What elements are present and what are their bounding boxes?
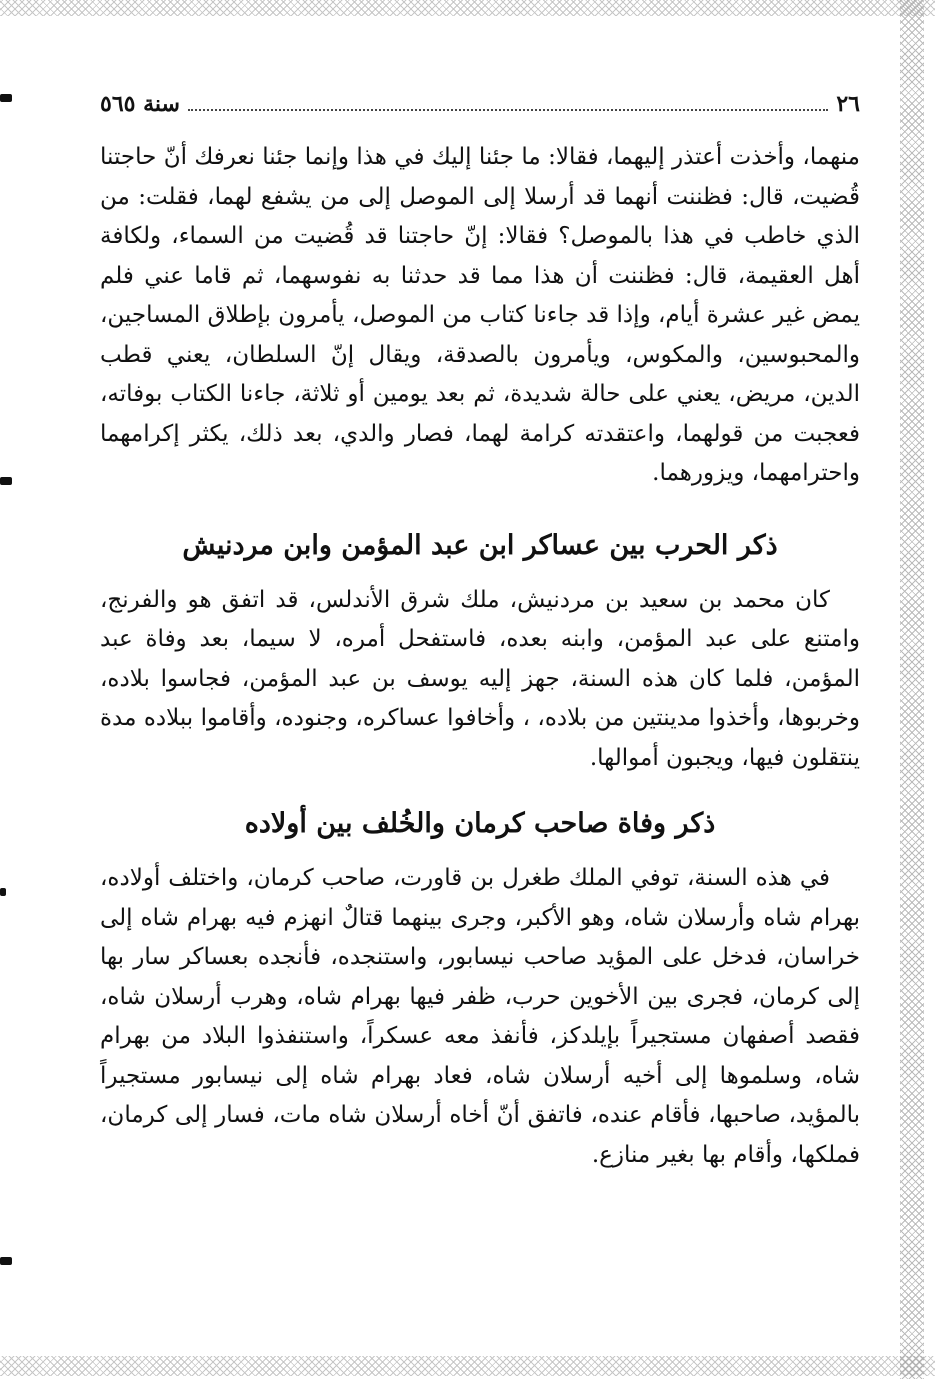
header-dotted-leader (188, 97, 828, 111)
intro-paragraph: منهما، وأخذت أعتذر إليهما، فقالا: ما جئنا إليك في هذا وإنما جئنا نعرفك أنّ حاجتنا قُضيت، قال: فظننت أنهما قد أرسلا إلى الموصل إلى من يشفع لهما، فقلت: من الذي خاطب في هذا بالموصل؟ فقالا: إنّ حاجتنا قد قُضيت من السماء، ولكافة أهل العقيمة، قال: فظننت أن هذا مما قد حدثنا به نفوسهما، ثم قاما عني فلم يمض غير عشرة أيام، وإذا قد جاءنا كتاب من الموصل، يأمرون بإطلاق المساجين، والمحبوسين، والمكوس، ويأمرون بالصدقة، ويقال إنّ السلطان، يعني قطب الدين، مريض، يعني على حالة شديدة، ثم بعد يومين أو ثلاثة، جاءنا الكتاب بوفاته، فعجبت من قولهما، واعتقدته كرامة لهما، فصار والدي، بعد ذلك، يكثر إكرامهما واحترامهما، ويزورهما. (100, 144, 861, 486)
margin-mark (0, 888, 6, 896)
margin-mark (0, 94, 12, 102)
section-text-war: كان محمد بن سعيد بن مردنيش، ملك شرق الأندلس، قد اتفق هو والفرنج، وامتنع على عبد المؤمن، وابنه بعده، فاستفحل أمره، لا سيما، بعد وفاة عبد المؤمن، فلما كان هذه السنة، جهز إليه يوسف بن عبد المؤمن، فجاسوا بلاده، وخربوها، وأخذوا مدينتين من بلاده، ، وأخافوا عساكره، وجنوده، وأقاموا ببلاده مدة ينتقلون فيها، ويجبون أموالها. (100, 586, 860, 771)
bottom-ornament-border (0, 1356, 935, 1376)
right-ornament-border (900, 0, 924, 1379)
section-text-kerman: في هذه السنة، توفي الملك طغرل بن قاورت، صاحب كرمان، واختلف أولاده، بهرام شاه وأرسلان شاه، وهو الأكبر، وجرى بينهما قتالٌ انهزم فيه بهرام شاه إلى خراسان، فدخل على المؤيد صاحب نيسابور، واستنجده، فأنجده بعساكر سار بها إلى كرمان، فجرى بين الأخوين حرب، ظفر فيها بهرام شاه، وهرب أرسلان شاه، فقصد أصفهان مستجيراً بإيلدكز، فأنفذ معه عسكراً، واستنفذوا البلاد من بهرام شاه، وسلموها إلى أخيه أرسلان شاه، فعاد بهرام شاه إلى نيسابور مستجيراً بالمؤيد، صاحبها، فأقام عنده، فاتفق أنّ أخاه أرسلان شاه مات، فسار إلى كرمان، فملكها، وأقام بها بغير منازع. (100, 865, 860, 1168)
page-body (100, 138, 860, 1175)
margin-mark (0, 477, 12, 485)
year-label: سنة ٥٦٥ (100, 91, 180, 117)
section-heading-war: ذكر الحرب بين عساكر ابن عبد المؤمن وابن مردنيش (182, 529, 778, 561)
page-number: ٢٦ (836, 91, 860, 117)
top-ornament-border (0, 0, 935, 16)
margin-mark (0, 1257, 12, 1265)
running-header (100, 88, 860, 120)
section-heading-kerman: ذكر وفاة صاحب كرمان والخُلف بين أولاده (244, 808, 716, 839)
